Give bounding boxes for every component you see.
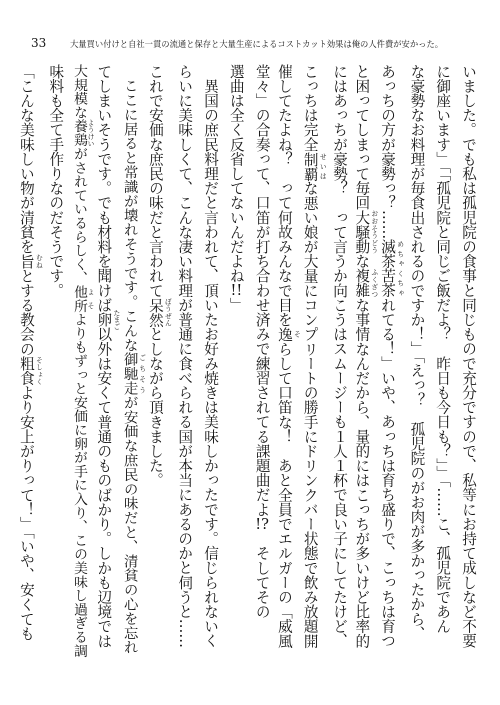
ruby-reading: たまご [111,309,120,330]
text-run: な事情なんだから、量的にはこっちが多いけど比率的 [353,297,371,649]
ruby-word [71,119,95,147]
tate-chu-yoko: !? [255,516,269,532]
body-text [17,64,481,662]
text-column [429,64,455,662]
ruby-reading: ふくざつ [369,268,378,298]
text-run: が安価な庶民の味だと、清貧の心を忘れ [121,395,138,655]
ruby-reading: そ [292,326,301,342]
text-column [404,64,430,662]
text-column [275,64,301,662]
text-run: な [353,253,371,269]
ruby-word [95,309,120,330]
ruby-reading: そしょく [34,356,43,386]
ruby-base: 養鶏 [71,119,88,147]
ruby-base: 旨 [17,253,35,269]
ruby-base: 呆然 [146,297,164,327]
text-column [146,64,172,662]
text-column [249,64,275,662]
text-run: な悪い娘が大量にコンプリートの勝手にドリンクバー状態で飲み放題開 [301,180,319,649]
text-run: てしまいそうです。でも材料を聞けば [95,64,113,313]
text-run: に御座います」「「孤児院と同じご飯だよ？ 昨日も今日も？」」「……こ、孤児院であん [434,64,452,634]
ruby-base: 逸 [275,326,293,342]
ruby-reading: おおそうどう [369,210,378,254]
ruby-reading: ぼうぜん [163,297,172,327]
ruby-reading: よそ [86,284,95,313]
text-column [197,64,223,662]
ruby-word [146,297,172,327]
ruby-base: 大騒動 [353,210,371,254]
text-run: よりもずっと安価に卵が手に入り、この美味し過ぎる調 [71,312,88,658]
page-number: 33 [31,36,47,50]
ruby-word [301,151,327,181]
ruby-word [353,210,378,254]
text-run: そしてその [253,531,271,619]
ruby-base: 御馳走 [121,352,138,396]
ruby-reading: ようけい [86,119,95,147]
ruby-word [121,352,146,396]
text-run: 催してたよね？ って何故みんなで目を [275,64,293,327]
text-column [326,64,352,662]
ruby-base: 卵 [95,309,113,330]
ruby-word [275,326,301,342]
text-run: がされているらしく、 [71,146,88,285]
text-run: とする教会の [17,268,35,357]
ruby-base: 制覇 [301,151,319,181]
text-column [455,64,481,662]
ruby-reading: ごちそう [137,352,146,396]
ruby-word [353,268,378,298]
text-column [300,64,326,662]
tate-chu-yoko: !! [230,283,243,298]
text-run: 味料も全て手作りなのだそうです。 [47,64,65,298]
text-run: らして口笛な！ あと全員でエルガーの「威風 [275,341,293,649]
running-title: 大量買い付けと自社一貫の流通と保存と大量生産によるコストカット効果は俺の人件費が安かった。 [70,39,444,49]
ruby-reading: むね [34,253,43,269]
text-run: より安上がりって！」「いや、安くても [17,385,35,641]
ruby-word [17,356,43,386]
text-run: と困ってしまって毎回 [353,64,371,210]
text-run: れてる！」いや、あっちは育ち盛りで、こっちは育つ [379,297,397,648]
text-run: 」 [227,297,245,313]
ruby-reading: せいは [318,151,327,181]
text-run: 大規模な [71,64,88,120]
ruby-word [71,284,95,313]
ruby-word [379,239,404,298]
text-column [378,64,404,662]
text-run: 異国の庶民料理だと言われて、頂いたお好み焼きは美味しかったです。信じられないく [202,64,220,648]
ruby-base: 複雑 [353,268,371,298]
text-column [171,64,197,662]
text-run: これで安価な庶民の味だと言われて [146,64,164,298]
text-run: にはあっちが豪勢？ って言うか向こうはスムージーも１人１杯で良い子にしてたけど、 [331,64,349,648]
text-run: らいに美味しくて、こんな凄い料理が普通に食べられる国が本当にあるのかと伺うと…… [176,64,194,648]
text-column [352,64,378,662]
ruby-reading: めちゃくちゃ [395,239,404,298]
ruby-base: 滅茶苦茶 [379,239,397,298]
text-column [94,64,120,662]
text-run: いました。でも私は孤児院の食事と同じもので充分ですので、私等にお持て成しなど不要 [460,64,477,648]
text-run: 「こんな美味しい物が清貧を [17,64,35,254]
text-run: 以外は安くて普通のものばかり。しかも辺境では [95,326,113,649]
text-run: こっちは完全 [301,64,319,152]
text-run: 選曲は全く反省してないんだよね [227,64,245,283]
text-column [17,64,43,662]
ruby-base: 他所 [71,284,88,313]
ruby-word [17,253,43,269]
text-column [68,64,94,662]
text-column [223,64,249,662]
text-run: あっちの方が豪勢っ？…… [379,64,397,240]
text-run: 堂々」の合奏って、口笛が打ち合わせ済みで練習されてる課題曲だよ [253,64,271,517]
text-run: としながら頂きました。 [146,326,164,488]
text-run: な豪勢なお料理が毎食出されるのですか！」「えっ？ 孤児院のがお肉が多かったから、 [408,64,426,641]
ruby-base: 粗食 [17,356,35,386]
text-run: ここに居ると常識が壊れそうです。こんな [121,64,138,352]
